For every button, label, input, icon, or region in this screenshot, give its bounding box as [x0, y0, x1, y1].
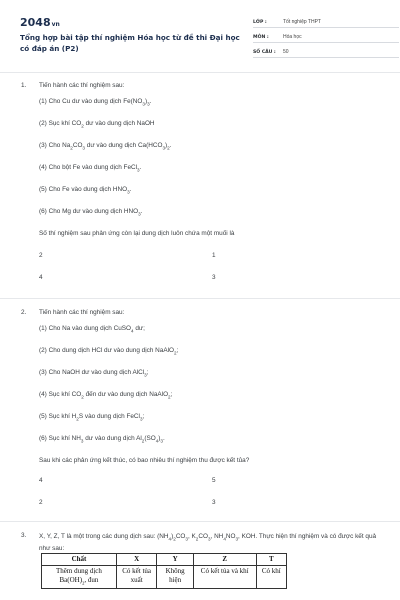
- table-header-cell: Z: [193, 554, 256, 566]
- question-number: 1.: [21, 82, 27, 89]
- question-number: 3.: [21, 532, 27, 539]
- experiment-item: (4) Cho bột Fe vào dung dịch FeCl$_3$.: [39, 164, 142, 173]
- experiment-item: (6) Cho Mg dư vào dung dịch $HNO_3$.: [39, 208, 143, 217]
- table-cell: Không hiện: [157, 566, 193, 589]
- table-cell: Thêm dung dịch $Ba(OH)_2$, đun: [42, 566, 117, 589]
- table-header-cell: X: [116, 554, 156, 566]
- experiment-item: (1) Cho Cu dư vào dung dịch $Fe(NO_3)_3$.: [39, 98, 152, 107]
- table-row: [42, 566, 287, 589]
- question-number: 2.: [21, 309, 27, 316]
- table-header-cell: T: [256, 554, 286, 566]
- question-2: [21, 299, 383, 522]
- meta-count-row: SỐ CÂU : 50: [253, 45, 399, 58]
- answer-option-a[interactable]: 2: [39, 252, 43, 259]
- table-header-cell: Y: [157, 554, 193, 566]
- answer-options: [39, 477, 383, 521]
- question-prompt: X, Y, Z, T là một trong các dung dịch sau: $(NH_4)_2CO_3$, $K_2CO_3$, $NH_4NO_3$, KOH. Thực hiện thí nghiệm và có được kết quả như sau:: [39, 533, 377, 553]
- result-table: [41, 553, 287, 589]
- answer-option-d[interactable]: 3: [212, 499, 216, 506]
- answer-option-d[interactable]: 3: [212, 274, 216, 281]
- experiment-item: (2) Sục khí $CO_2$ dư vào dung dịch NaOH: [39, 120, 155, 129]
- experiment-item: (5) Sục khí $H_2S$ vào dung dịch FeCl$_3$;: [39, 413, 145, 422]
- answer-option-a[interactable]: 4: [39, 477, 43, 484]
- answer-option-c[interactable]: 2: [39, 499, 43, 506]
- question-3: [21, 522, 383, 554]
- document-header: [20, 14, 382, 66]
- question-prompt: Tiến hành các thí nghiệm sau:: [39, 309, 125, 316]
- document-meta: [253, 15, 399, 60]
- question-stem: Số thí nghiệm sau phản ứng còn lại dung dịch luôn chứa một muối là: [39, 230, 235, 237]
- experiment-item: (5) Cho Fe vào dung dịch $HNO_3$.: [39, 186, 132, 195]
- experiment-item: (3) Cho NaOH dư vào dung dịch AlCl$_3$;: [39, 369, 149, 378]
- header-divider: [0, 72, 400, 73]
- question-1: [21, 78, 383, 299]
- experiment-item: (1) Cho Na vào dung dịch CuSO$_4$ dư;: [39, 325, 145, 334]
- answer-option-b[interactable]: 1: [212, 252, 216, 259]
- question-stem: Sau khi các phản ứng kết thúc, có bao nhiêu thí nghiệm thu được kết tủa?: [39, 457, 250, 464]
- table-cell: Có kết tủa xuất: [116, 566, 156, 589]
- answer-option-b[interactable]: 5: [212, 477, 216, 484]
- site-logo[interactable]: 2048vn: [20, 16, 60, 29]
- experiment-item: (3) Cho $Na_2CO_3$ dư vào dung dịch $Ca(HCO_3)_2$.: [39, 142, 172, 151]
- question-list: [21, 78, 383, 554]
- experiment-item: (6) Sục khí $NH_3$ dư vào dung dịch $Al_2(SO_4)_3$.: [39, 435, 165, 444]
- experiment-item: (4) Sục khí $CO_2$ đến dư vào dung dịch NaAlO$_2$;: [39, 391, 173, 400]
- answer-option-c[interactable]: 4: [39, 274, 43, 281]
- table-header-cell: Chất: [42, 554, 117, 566]
- table-cell: Có kết tủa và khí: [193, 566, 256, 589]
- table-header-row: [42, 554, 287, 566]
- meta-subject-row: MÔN : Hóa học: [253, 30, 399, 43]
- answer-options: [39, 252, 383, 296]
- document-title: Tổng hợp bài tập thí nghiệm Hóa học từ đề thi Đại học có đáp án (P2): [20, 33, 240, 53]
- table-cell: Có khí: [256, 566, 286, 589]
- experiment-item: (2) Cho dung dịch HCl dư vào dung dịch NaAlO$_2$;: [39, 347, 179, 356]
- question-prompt: Tiến hành các thí nghiệm sau:: [39, 82, 125, 89]
- meta-class-row: LỚP : Tốt nghiệp THPT: [253, 15, 399, 28]
